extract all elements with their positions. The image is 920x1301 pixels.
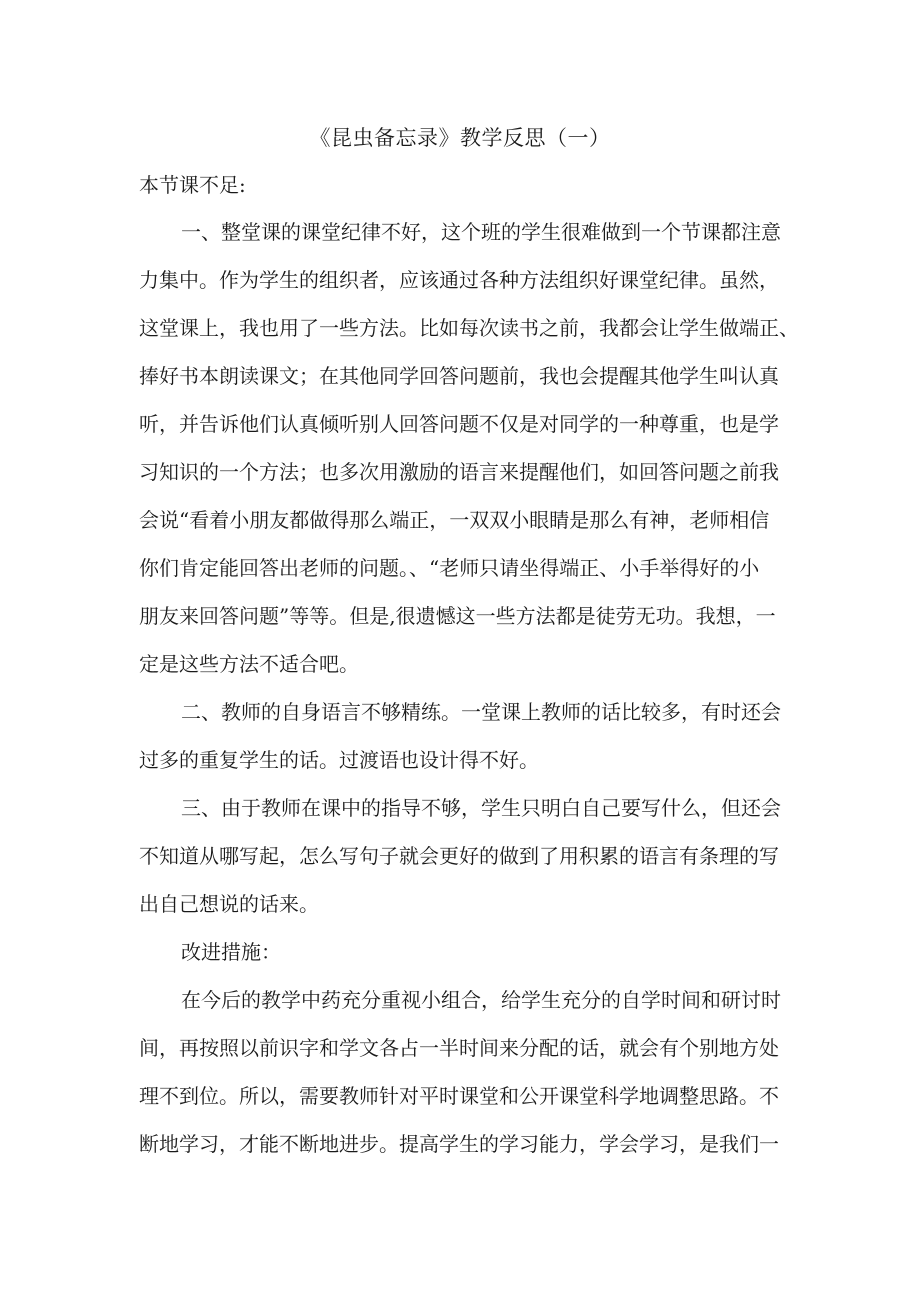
paragraph-line: 听，并告诉他们认真倾听别人回答问题不仅是对同学的一种尊重，也是学 [139,412,779,436]
paragraph-line: 间，再按照以前识字和学文各占一半时间来分配的话，就会有个别地方处 [139,1036,779,1060]
paragraph-line: 这堂课上，我也用了一些方法。比如每次读书之前，我都会让学生做端正、 [139,316,799,340]
paragraph-line: 过多的重复学生的话。过渡语也设计得不好。 [139,748,539,772]
document-title: 《昆虫备忘录》教学反思（一） [309,126,611,150]
paragraph-line: 捧好书本朗读课文；在其他同学回答问题前，我也会提醒其他学生叫认真 [139,364,779,388]
paragraph-line: 断地学习，才能不断地进步。提高学生的学习能力，学会学习，是我们一 [139,1132,779,1156]
paragraph-line: 不知道从哪写起，怎么写句子就会更好的做到了用积累的语言有条理的写 [139,844,779,868]
section-heading-improvements: 改进措施： [181,940,281,964]
paragraph-line: 一、整堂课的课堂纪律不好，这个班的学生很难做到一个节课都注意 [181,220,781,244]
paragraph-line: 理不到位。所以，需要教师针对平时课堂和公开课堂科学地调整思路。不 [139,1084,779,1108]
paragraph-line: 你们肯定能回答出老师的问题。、“老师只请坐得端正、小手举得好的小 [139,556,760,580]
paragraph-line: 二、教师的自身语言不够精练。一堂课上教师的话比较多，有时还会 [181,700,781,724]
paragraph-line: 三、由于教师在课中的指导不够，学生只明白自己要写什么，但还会 [181,796,781,820]
paragraph-line: 会说“看着小朋友都做得那么端正，一双双小眼睛是那么有神，老师相信 [139,508,770,532]
paragraph-line: 出自己想说的话来。 [139,892,319,916]
section-heading-shortcomings: 本节课不足: [139,173,246,197]
paragraph-line: 定是这些方法不适合吧。 [139,652,359,676]
paragraph-line: 在今后的教学中药充分重视小组合，给学生充分的自学时间和研讨时 [181,988,781,1012]
paragraph-line: 习知识的一个方法；也多次用激励的语言来提醒他们，如回答问题之前我 [139,460,779,484]
paragraph-line: 力集中。作为学生的组织者，应该通过各种方法组织好课堂纪律。虽然， [139,268,779,292]
paragraph-line: 朋友来回答问题”等等。但是,很遗憾这一些方法都是徒劳无功。我想，一 [139,604,776,628]
